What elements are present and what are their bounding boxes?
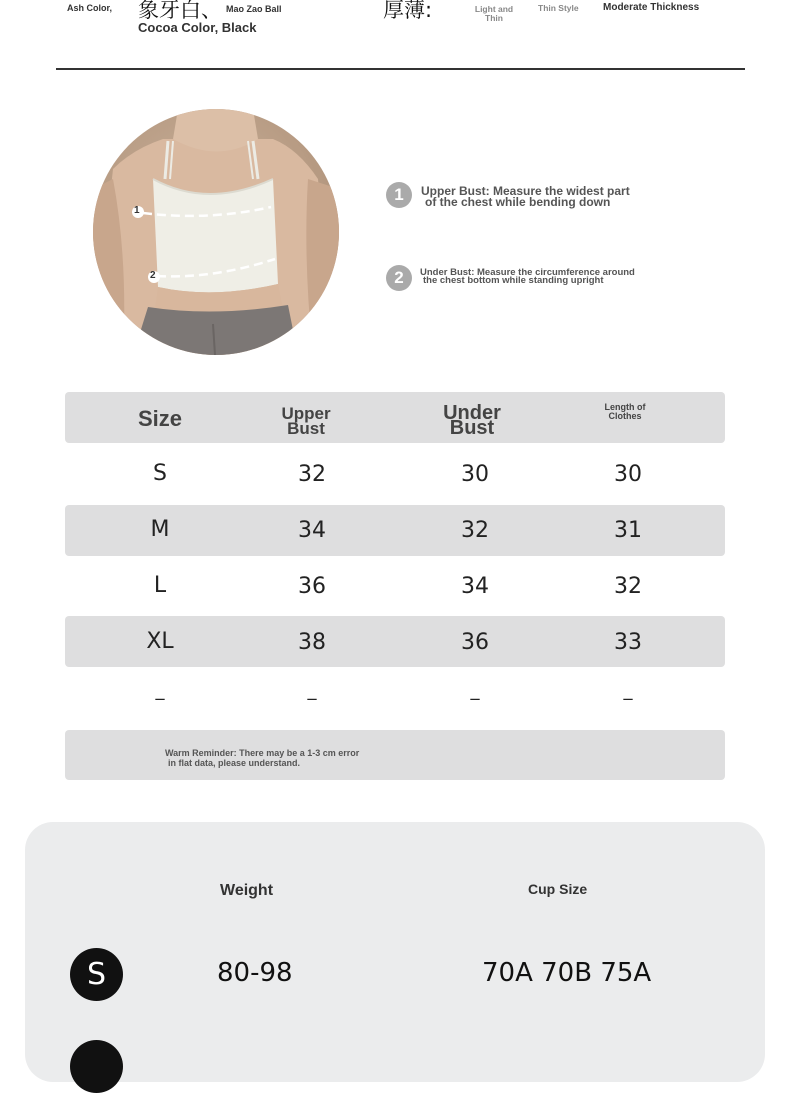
reminder-band (65, 730, 725, 780)
cell-length: _ (623, 680, 633, 701)
cell-under-bust: 34 (461, 574, 489, 599)
cell-size: M (150, 517, 170, 542)
header-length: Length of Clothes (604, 402, 646, 421)
header-weight: Weight (220, 882, 274, 899)
marker-under-bust: 2 (150, 270, 156, 281)
cell-upper-bust: 38 (298, 630, 326, 655)
cell-upper-bust: 32 (298, 462, 326, 487)
header-size: Size (137, 406, 183, 431)
thickness-option-thin-style: Thin Style (538, 3, 579, 13)
cell-length: 33 (614, 630, 642, 655)
cell-size: S (153, 461, 167, 486)
model-photo (93, 109, 339, 355)
weight-value: 80-98 (217, 958, 293, 988)
cup-size-value: 70A 70B 75A (482, 958, 652, 988)
cell-upper-bust: 36 (298, 574, 326, 599)
weight-cup-panel (25, 822, 765, 1082)
thickness-option-moderate: Moderate Thickness (603, 2, 700, 13)
step-1-line-1: Upper Bust: Measure the widest part (421, 184, 630, 198)
step-2-line-2: the chest bottom while standing upright (423, 275, 604, 286)
step-1-line-2: of the chest while bending down (425, 195, 611, 209)
color-option-ash: Ash Color, (67, 3, 113, 13)
color-option-ivory: 象牙白、 (138, 0, 222, 22)
thickness-heading: 厚薄: (383, 0, 433, 22)
step-1-badge: 1 (386, 182, 412, 208)
section-divider (56, 68, 745, 70)
step-2-text (420, 269, 635, 285)
cell-under-bust: _ (470, 680, 480, 701)
cell-upper-bust: _ (307, 680, 317, 701)
cell-upper-bust: 34 (298, 518, 326, 543)
header-cup-size: Cup Size (528, 881, 588, 897)
color-option-ball: Mao Zao Ball (226, 4, 282, 14)
cell-length: 31 (614, 518, 642, 543)
header-upper-bust: Upper Bust (281, 404, 331, 438)
reminder-line-2: in flat data, please understand. (168, 758, 301, 768)
cell-size: XL (146, 629, 174, 654)
cell-under-bust: 36 (461, 630, 489, 655)
reminder-line-1: Warm Reminder: There may be a 1-3 cm error (165, 748, 360, 758)
thickness-option-light-thin: Light and Thin (474, 4, 514, 23)
size-badge-next (70, 1040, 123, 1093)
cell-size: L (153, 573, 167, 598)
cell-under-bust: 30 (461, 462, 489, 487)
step-2-line-1: Under Bust: Measure the circumference around (420, 267, 635, 278)
color-option-cocoa-black: Cocoa Color, Black (138, 20, 257, 35)
cell-length: 30 (614, 462, 642, 487)
cell-size: _ (155, 680, 165, 701)
step-2-badge: 2 (386, 265, 412, 291)
cell-length: 32 (614, 574, 642, 599)
model-illustration (93, 109, 339, 355)
warm-reminder (165, 748, 359, 768)
size-badge-s: S (70, 948, 123, 1001)
header-under-bust: Under Bust (443, 402, 501, 439)
marker-upper-bust: 1 (134, 205, 140, 216)
step-1-text (421, 186, 630, 208)
cell-under-bust: 32 (461, 518, 489, 543)
